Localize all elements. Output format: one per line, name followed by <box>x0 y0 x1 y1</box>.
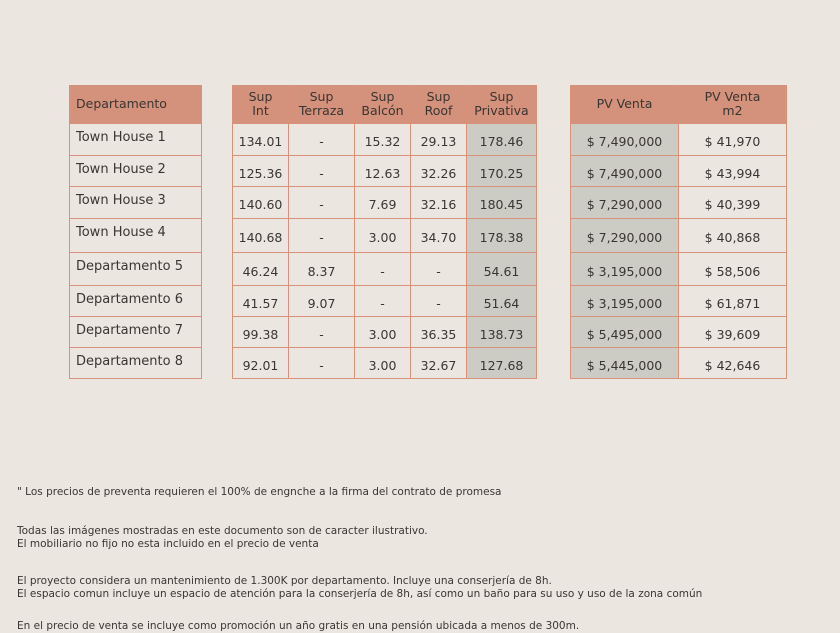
sup-terraza-cell: - <box>289 219 355 253</box>
pv-venta-cell: $ 7,490,000 <box>571 156 679 187</box>
sup-roof-cell: - <box>411 286 467 317</box>
sup-privativa-cell: 138.73 <box>467 317 537 348</box>
header-pv-venta: PV Venta <box>571 85 679 124</box>
sup-roof-cell: 29.13 <box>411 124 467 156</box>
table-row <box>70 286 202 317</box>
table-row <box>70 253 202 286</box>
pv-venta-m2-cell: $ 40,868 <box>679 219 787 253</box>
unit-name: Departamento 6 <box>70 286 202 317</box>
pv-venta-cell: $ 3,195,000 <box>571 286 679 317</box>
price-table <box>570 85 787 379</box>
sup-roof-cell: - <box>411 253 467 286</box>
table-row <box>233 124 537 156</box>
sup-roof-cell: 32.26 <box>411 156 467 187</box>
table-row <box>233 219 537 253</box>
sup-int-cell: 125.36 <box>233 156 289 187</box>
sup-balcon-cell: 3.00 <box>355 348 411 379</box>
sup-terraza-cell: 8.37 <box>289 253 355 286</box>
sup-privativa-cell: 178.38 <box>467 219 537 253</box>
table-row <box>571 253 787 286</box>
table-row <box>233 317 537 348</box>
table-row <box>70 317 202 348</box>
table-row <box>70 219 202 253</box>
table-row <box>233 286 537 317</box>
sup-terraza-cell: - <box>289 348 355 379</box>
table-row <box>233 253 537 286</box>
sup-int-cell: 134.01 <box>233 124 289 156</box>
sup-roof-cell: 32.16 <box>411 187 467 219</box>
sup-privativa-cell: 180.45 <box>467 187 537 219</box>
sup-privativa-cell: 178.46 <box>467 124 537 156</box>
table-row <box>70 156 202 187</box>
sup-balcon-cell: 7.69 <box>355 187 411 219</box>
pv-venta-m2-cell: $ 43,994 <box>679 156 787 187</box>
table-row <box>233 348 537 379</box>
pv-venta-cell: $ 7,290,000 <box>571 219 679 253</box>
sup-balcon-cell: 3.00 <box>355 219 411 253</box>
sup-privativa-cell: 51.64 <box>467 286 537 317</box>
sup-terraza-cell: - <box>289 156 355 187</box>
unit-name: Departamento 5 <box>70 253 202 286</box>
sup-balcon-cell: - <box>355 253 411 286</box>
sup-terraza-cell: - <box>289 187 355 219</box>
sup-privativa-cell: 170.25 <box>467 156 537 187</box>
table-row <box>571 156 787 187</box>
table-row <box>70 348 202 379</box>
table-row <box>233 156 537 187</box>
header-sup-terraza: Sup Terraza <box>289 85 355 124</box>
header-sup-roof: Sup Roof <box>411 85 467 124</box>
sup-terraza-cell: 9.07 <box>289 286 355 317</box>
table-row <box>571 124 787 156</box>
note-preventa: " Los precios de preventa requieren el 100% de engnche a la firma del contrato de promesa <box>17 486 502 498</box>
table-row <box>571 286 787 317</box>
unit-names-table <box>69 85 202 379</box>
pv-venta-cell: $ 7,290,000 <box>571 187 679 219</box>
table-row <box>571 219 787 253</box>
pv-venta-m2-cell: $ 41,970 <box>679 124 787 156</box>
sup-balcon-cell: 15.32 <box>355 124 411 156</box>
pv-venta-cell: $ 5,495,000 <box>571 317 679 348</box>
table-row <box>571 187 787 219</box>
unit-name: Departamento 8 <box>70 348 202 379</box>
pv-venta-cell: $ 5,445,000 <box>571 348 679 379</box>
table-row <box>571 348 787 379</box>
table-row <box>70 124 202 156</box>
surface-table <box>232 85 537 379</box>
sup-balcon-cell: 12.63 <box>355 156 411 187</box>
sup-terraza-cell: - <box>289 124 355 156</box>
pv-venta-cell: $ 3,195,000 <box>571 253 679 286</box>
sup-privativa-cell: 127.68 <box>467 348 537 379</box>
header-sup-privativa: Sup Privativa <box>467 85 537 124</box>
header-sup-balcon: Sup Balcón <box>355 85 411 124</box>
pv-venta-cell: $ 7,490,000 <box>571 124 679 156</box>
sup-balcon-cell: 3.00 <box>355 317 411 348</box>
unit-name: Departamento 7 <box>70 317 202 348</box>
header-pv-venta-m2: PV Venta m2 <box>679 85 787 124</box>
unit-name: Town House 4 <box>70 219 202 253</box>
pv-venta-m2-cell: $ 40,399 <box>679 187 787 219</box>
sup-int-cell: 46.24 <box>233 253 289 286</box>
sup-int-cell: 140.68 <box>233 219 289 253</box>
note-imagenes: Todas las imágenes mostradas en este documento son de caracter ilustrativo. El mobiliario no fijo no esta incluido en el precio de venta <box>17 525 428 550</box>
sup-roof-cell: 34.70 <box>411 219 467 253</box>
header-sup-int: Sup Int <box>233 85 289 124</box>
table-row <box>571 317 787 348</box>
table-row <box>70 187 202 219</box>
note-mantenimiento: El proyecto considera un mantenimiento de 1.300K por departamento. Incluye una conserjería de 8h. El espacio comun incluye un espacio de atención para la conserjería de 8h, así como un baño para su uso y uso de la zona común <box>17 575 703 600</box>
pv-venta-m2-cell: $ 39,609 <box>679 317 787 348</box>
sup-int-cell: 41.57 <box>233 286 289 317</box>
sup-roof-cell: 36.35 <box>411 317 467 348</box>
sup-terraza-cell: - <box>289 317 355 348</box>
sup-int-cell: 92.01 <box>233 348 289 379</box>
header-departamento: Departamento <box>70 85 202 124</box>
pv-venta-m2-cell: $ 61,871 <box>679 286 787 317</box>
sup-roof-cell: 32.67 <box>411 348 467 379</box>
sup-int-cell: 99.38 <box>233 317 289 348</box>
pv-venta-m2-cell: $ 58,506 <box>679 253 787 286</box>
unit-name: Town House 2 <box>70 156 202 187</box>
unit-name: Town House 1 <box>70 124 202 156</box>
sup-int-cell: 140.60 <box>233 187 289 219</box>
note-promocion: En el precio de venta se incluye como promoción un año gratis en una pensión ubicada a menos de 300m. <box>17 620 580 632</box>
pv-venta-m2-cell: $ 42,646 <box>679 348 787 379</box>
table-row <box>233 187 537 219</box>
sup-privativa-cell: 54.61 <box>467 253 537 286</box>
unit-name: Town House 3 <box>70 187 202 219</box>
sup-balcon-cell: - <box>355 286 411 317</box>
